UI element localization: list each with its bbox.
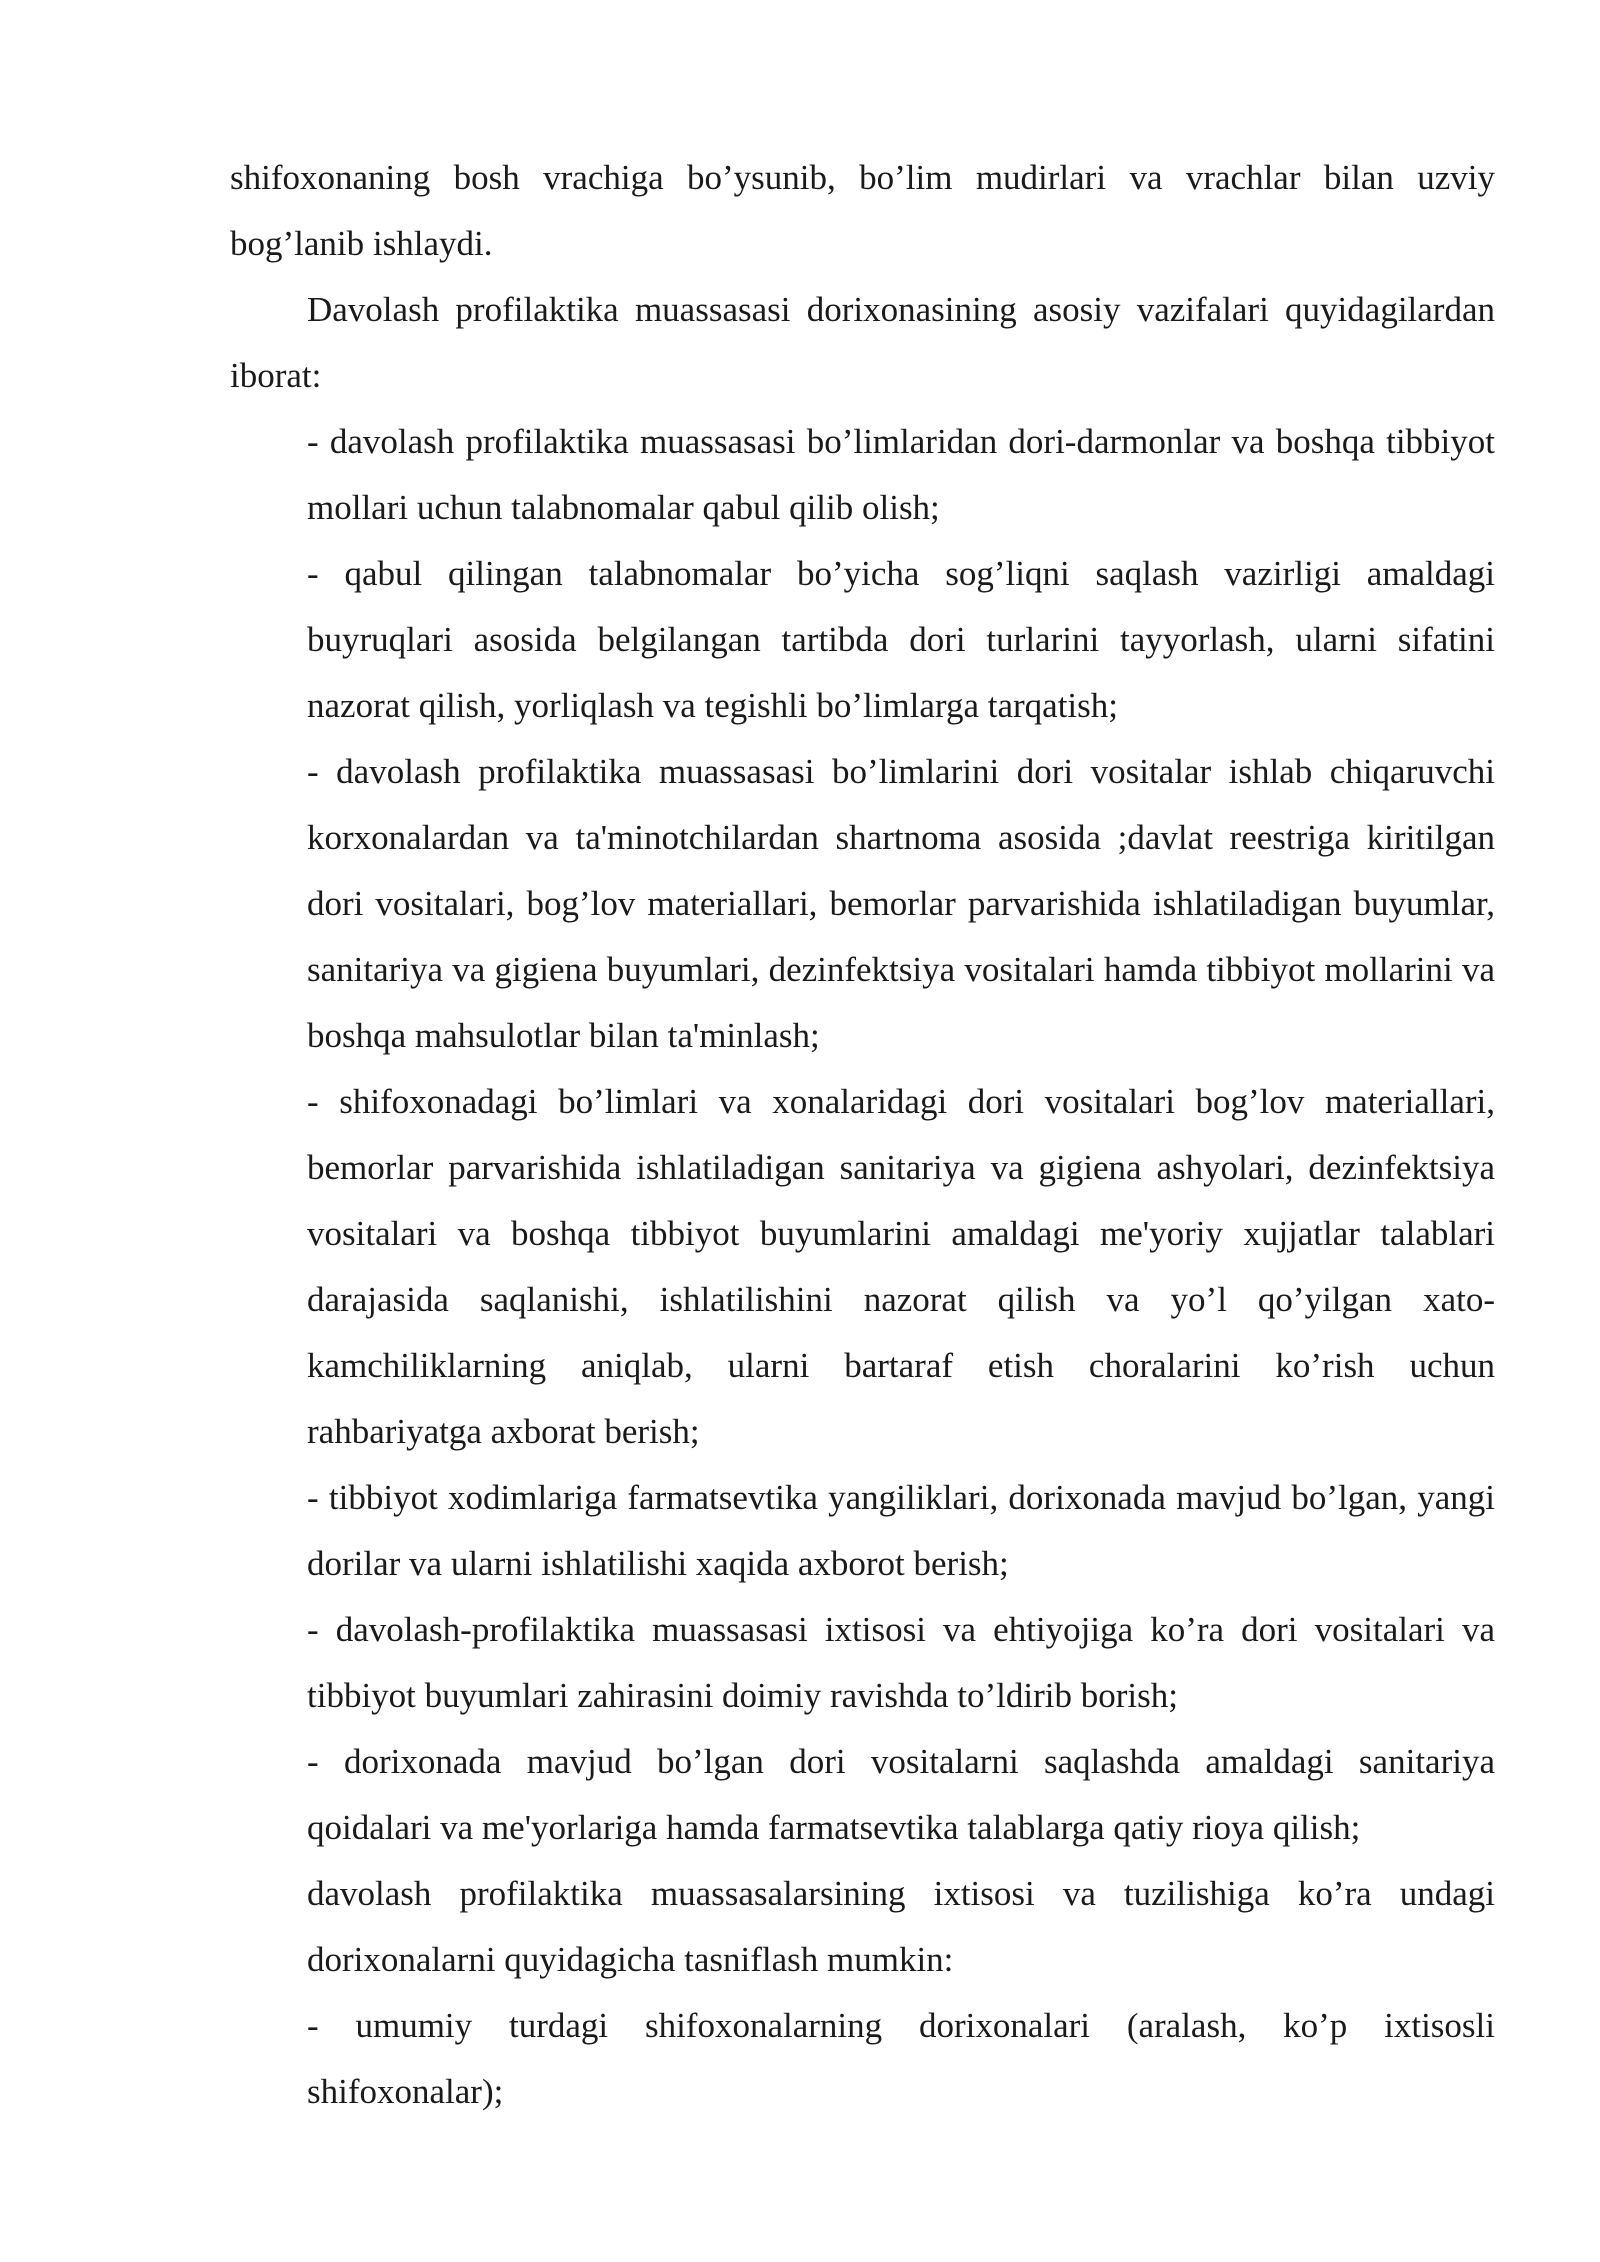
intro-paragraph: shifoxonaning bosh vrachiga bo’ysunib, bo’lim mudirlari va vrachlar bilan uzviy bog’lanib ishlaydi. — [230, 158, 1495, 263]
list-item: - davolash-profilaktika muassasasi ixtisosi va ehtiyojiga ko’ra dori vositalari va tibbiyot buyumlari zahirasini doimiy ravishda to’ldirib borish; — [307, 1610, 1495, 1715]
list-item: - davolash profilaktika muassasasi bo’limlaridan dori-darmonlar va boshqa tibbiyot mollari uchun talabnomalar qabul qilib olish; — [307, 422, 1495, 527]
document-page — [230, 145, 1495, 2125]
list-item: - dorixonada mavjud bo’lgan dori vositalarni saqlashda amaldagi sanitariya qoidalari va me'yorlariga hamda farmatsevtika talablarga qatiy rioya qilish; — [307, 1742, 1495, 1847]
tasks-heading: Davolash profilaktika muassasasi dorixonasining asosiy vazifalari quyidagilardan iborat: — [230, 290, 1495, 395]
list-item: - shifoxonadagi bo’limlari va xonalaridagi dori vositalari bog’lov materiallari, bemorlar parvarishida ishlatiladigan sanitariya va gigiena ashyolari, dezinfektsiya vositalari va boshqa tibbiyot buyumlarini amaldagi me'yoriy xujjatlar talablari darajasida saqlanishi, ishlatilishini nazorat qilish va yo’l qo’yilgan xato-kamchiliklarning aniqlab, ularni bartaraf etish choralarini ko’rish uchun rahbariyatga axborat berish; — [307, 1082, 1495, 1451]
list-item: - umumiy turdagi shifoxonalarning dorixonalari (aralash, ko’p ixtisosli shifoxonalar); — [307, 2006, 1495, 2111]
classification-paragraph: davolash profilaktika muassasalarsining ixtisosi va tuzilishiga ko’ra undagi dorixonalarni quyidagicha tasniflash mumkin: — [307, 1874, 1495, 1979]
list-item: - tibbiyot xodimlariga farmatsevtika yangiliklari, dorixonada mavjud bo’lgan, yangi dorilar va ularni ishlatilishi xaqida axborot berish; — [307, 1478, 1495, 1583]
list-item: - davolash profilaktika muassasasi bo’limlarini dori vositalar ishlab chiqaruvchi korxonalardan va ta'minotchilardan shartnoma asosida ;davlat reestriga kiritilgan dori vositalari, bog’lov materiallari, bemorlar parvarishida ishlatiladigan buyumlar, sanitariya va gigiena buyumlari, dezinfektsiya vositalari hamda tibbiyot mollarini va boshqa mahsulotlar bilan ta'minlash; — [307, 752, 1495, 1055]
list-item: - qabul qilingan talabnomalar bo’yicha sog’liqni saqlash vazirligi amaldagi buyruqlari asosida belgilangan tartibda dori turlarini tayyorlash, ularni sifatini nazorat qilish, yorliqlash va tegishli bo’limlarga tarqatish; — [307, 554, 1495, 725]
